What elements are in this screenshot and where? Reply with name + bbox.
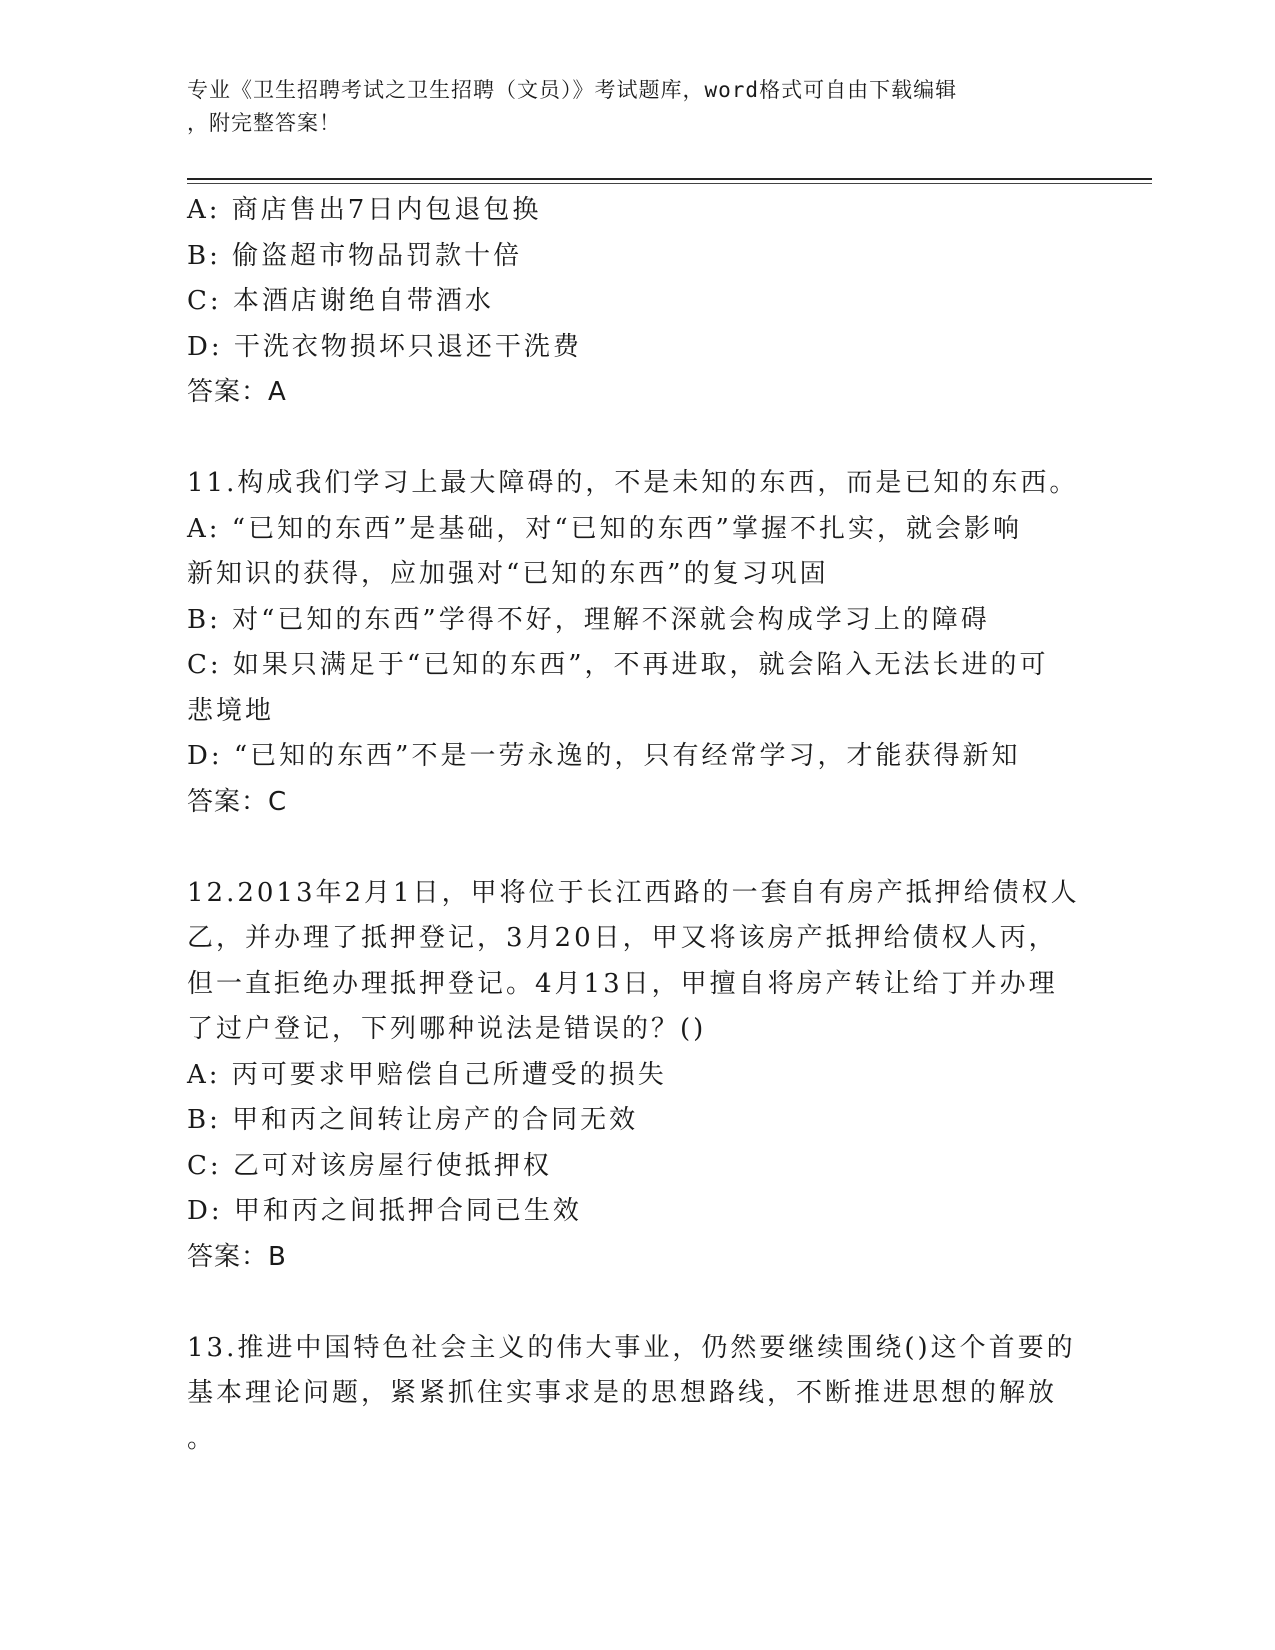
q12-option-c: C: 乙可对该房屋行使抵押权 (187, 1150, 552, 1181)
spacer (187, 825, 1087, 871)
document-body (187, 188, 1087, 1462)
q13-stem-line-1: 13.推进中国特色社会主义的伟大事业，仍然要继续围绕()这个首要的 (187, 1332, 1076, 1363)
spacer (187, 1280, 1087, 1326)
document-header (187, 74, 1067, 140)
q11-option-c-line-1: C: 如果只满足于“已知的东西”，不再进取，就会陷入无法长进的可 (187, 650, 1049, 680)
q10-option-a: A: 商店售出7日内包退包换 (187, 195, 542, 225)
q12-stem-line-3: 但一直拒绝办理抵押登记。4月13日，甲擅自将房产转让给丁并办理 (187, 968, 1058, 999)
question-11 (187, 461, 1087, 825)
q11-option-c-line-2: 悲境地 (187, 695, 275, 726)
q12-answer: 答案：B (187, 1241, 287, 1272)
question-13 (187, 1326, 1087, 1463)
header-line-2: ，附完整答案！ (187, 111, 341, 135)
q13-stem-line-3: 。 (187, 1423, 217, 1454)
q11-option-d: D: “已知的东西”不是一劳永逸的，只有经常学习，才能获得新知 (187, 741, 1021, 771)
q10-answer: 答案：A (187, 377, 287, 407)
q13-stem-line-2: 基本理论问题，紧紧抓住实事求是的思想路线，不断推进思想的解放 (187, 1378, 1058, 1408)
q10-option-d: D: 干洗衣物损坏只退还干洗费 (187, 331, 582, 362)
header-rule-thick (187, 178, 1152, 180)
q11-answer: 答案：C (187, 786, 288, 817)
header-rule-thin (187, 183, 1152, 184)
q12-option-d: D: 甲和丙之间抵押合同已生效 (187, 1196, 582, 1226)
header-line-1: 专业《卫生招聘考试之卫生招聘（文员）》考试题库，word格式可自由下载编辑 (187, 78, 958, 102)
question-10 (187, 188, 1087, 416)
q11-option-b: B: 对“已知的东西”学得不好，理解不深就会构成学习上的障碍 (187, 604, 990, 635)
question-12 (187, 871, 1087, 1281)
q11-option-a-line-2: 新知识的获得，应加强对“已知的东西”的复习巩固 (187, 559, 829, 589)
q11-option-a-line-1: A: “已知的东西”是基础，对“已知的东西”掌握不扎实，就会影响 (187, 513, 1022, 544)
q10-option-b: B: 偷盗超市物品罚款十倍 (187, 240, 523, 271)
q11-stem: 11.构成我们学习上最大障碍的，不是未知的东西，而是已知的东西。 (187, 468, 1079, 498)
q12-option-b: B: 甲和丙之间转让房产的合同无效 (187, 1105, 639, 1135)
q12-stem-line-2: 乙，并办理了抵押登记，3月20日，甲又将该房产抵押给债权人丙， (187, 923, 1058, 953)
q12-stem-line-1: 12.2013年2月1日，甲将位于长江西路的一套自有房产抵押给债权人 (187, 877, 1080, 908)
spacer (187, 416, 1087, 462)
q12-option-a: A: 丙可要求甲赔偿自己所遭受的损失 (187, 1059, 667, 1090)
q10-option-c: C: 本酒店谢绝自带酒水 (187, 286, 494, 316)
q12-stem-line-4: 了过户登记，下列哪种说法是错误的？() (187, 1014, 707, 1044)
